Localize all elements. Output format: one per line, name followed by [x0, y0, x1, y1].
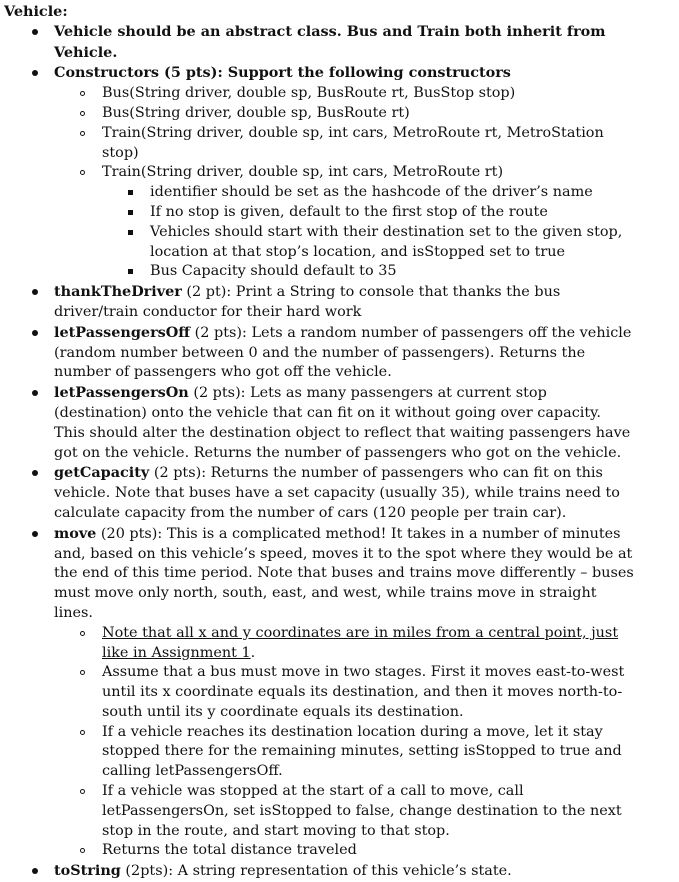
move-note: If a vehicle reaches its destination location during a move, let it stay stopped there for the remaining minutes, setting isStopped to true and calling letPassengersOff.: [54, 723, 635, 782]
method-name: getCapacity: [54, 464, 150, 482]
constructor-note: If no stop is given, default to the first stop of the route: [102, 203, 635, 223]
method-name: move: [54, 524, 97, 542]
method-description: (2 pt): Print a String to console that thanks the bus driver/train conductor for their hard work: [54, 284, 561, 320]
constructor-item: Train(String driver, double sp, int cars, MetroRoute rt, MetroStation stop): [54, 124, 635, 164]
move-note-underlined: Note that all x and y coordinates are in miles from a central point, just like in Assignment 1: [102, 624, 619, 661]
method-name: toString: [54, 862, 121, 880]
move-note: If a vehicle was stopped at the start of a call to move, call letPassengersOn, set isStopped to false, change destination to the next stop in the route, and start moving to that stop.: [54, 782, 635, 841]
move-note: Assume that a bus must move in two stages. First it moves east-to-west until its x coordinate equals its destination, and then it moves north-to-south until its y coordinate equals its destination.: [54, 663, 635, 722]
constructor-signature: Train(String driver, double sp, int cars, MetroRoute rt): [102, 164, 504, 181]
list-item-move: [4, 524, 635, 862]
move-sublist: [54, 624, 635, 862]
method-description: (2 pts): Returns the number of passengers who can fit on this vehicle. Note that buses have a set capacity (usually 35), while trains need to calculate capacity from the number of cars (120 people per train car).: [54, 465, 620, 521]
constructor-note: identifier should be set as the hashcode of the driver’s name: [102, 183, 635, 203]
list-item-let-passengers-on: [4, 383, 635, 463]
method-name: letPassengersOff: [54, 323, 191, 341]
constructor-item: [54, 163, 635, 282]
constructor-note: Bus Capacity should default to 35: [102, 262, 635, 282]
list-item-let-passengers-off: [4, 323, 635, 383]
requirements-list: [4, 22, 679, 882]
move-note: Returns the total distance traveled: [54, 841, 635, 861]
list-item-constructors: [4, 63, 635, 282]
method-description: (20 pts): This is a complicated method! It takes in a number of minutes and, based on this vehicle’s speed, moves it to the spot where they would be at the end of this time period. Note that buses and trains move differently – buses must move only north, south, east, and west, while trains move in straight lines.: [54, 525, 634, 621]
list-item-abstract: [4, 22, 635, 64]
list-item-to-string: [4, 861, 635, 882]
constructor-item: Bus(String driver, double sp, BusRoute rt): [54, 104, 635, 124]
abstract-text: Vehicle should be an abstract class. Bus and Train both inherit from Vehicle.: [54, 22, 606, 61]
method-name: thankTheDriver: [54, 283, 182, 301]
move-note: Note that all x and y coordinates are in miles from a central point, just like in Assignment 1.: [54, 624, 635, 664]
section-heading: Vehicle:: [4, 3, 68, 20]
constructors-text: Constructors (5 pts): Support the following constructors: [54, 64, 511, 82]
method-description: (2 pts): Lets a random number of passengers off the vehicle (random number between 0 and the number of passengers). Returns the number of passengers who got off the vehicle.: [54, 324, 632, 381]
method-name: letPassengersOn: [54, 384, 189, 402]
constructor-item: Bus(String driver, double sp, BusRoute rt, BusStop stop): [54, 84, 635, 104]
list-item-get-capacity: [4, 463, 635, 523]
list-item-thank-the-driver: [4, 282, 635, 323]
constructors-sublist: [54, 84, 635, 282]
constructor-notes: [102, 183, 635, 282]
method-description: (2pts): A string representation of this vehicle’s state.: [120, 863, 512, 880]
constructor-note: Vehicles should start with their destination set to the given stop, location at that stop’s location, and isStopped set to true: [102, 223, 635, 263]
method-description: (2 pts): Lets as many passengers at current stop (destination) onto the vehicle that can fit on it without going over capacity. This should alter the destination object to reflect that waiting passengers have got on the vehicle. Returns the number of passengers who got on the vehicle.: [54, 385, 631, 461]
